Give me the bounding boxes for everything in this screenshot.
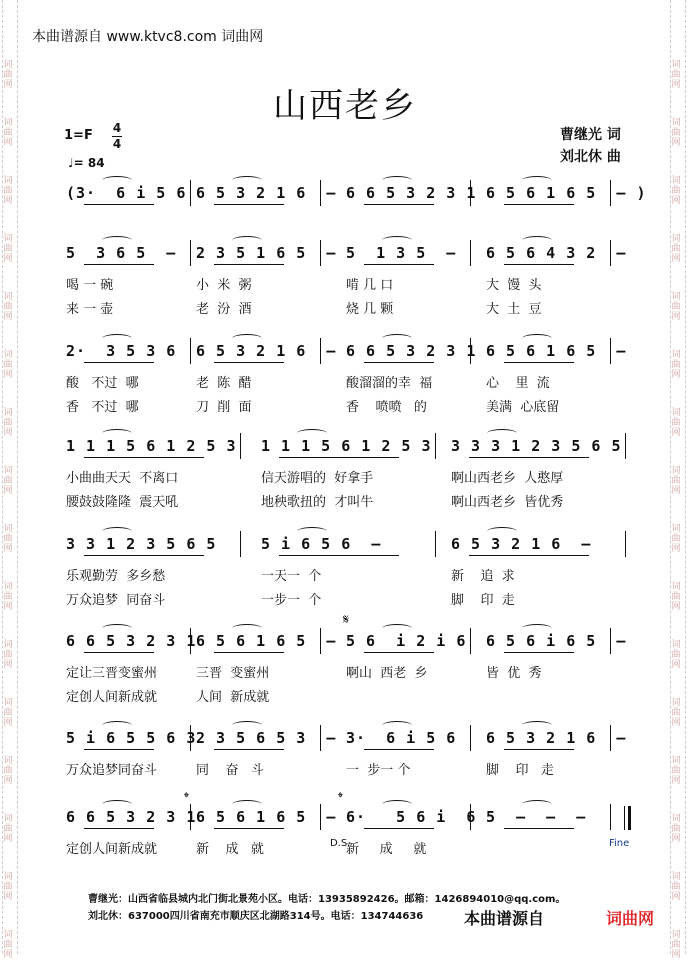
ds-marking: D.S. xyxy=(330,838,351,849)
lyric-line: 万众追梦 同奋斗 xyxy=(66,593,166,608)
measure-notes: 5 1 3 5 – xyxy=(346,244,457,262)
slur-arc xyxy=(382,721,412,730)
bar-line xyxy=(610,338,611,364)
beam-line xyxy=(504,828,574,829)
lyric-line: 人间 新成就 xyxy=(196,690,270,705)
watermark-right: 词曲网 xyxy=(671,524,681,554)
lyric-line: 心 里 流 xyxy=(486,376,550,391)
measure-notes: 6 5 6 1 6 5 – xyxy=(196,632,337,650)
lyric-line: 大 馒 头 xyxy=(486,278,542,293)
beam-line xyxy=(504,652,574,653)
bar-line xyxy=(320,240,321,266)
lyric-line: 乐观勤劳 多乡愁 xyxy=(66,569,166,584)
slur-arc xyxy=(102,527,132,536)
measure-notes: 5 i 6 5 6 – xyxy=(261,535,382,553)
beam-line xyxy=(214,264,284,265)
time-signature: 4 4 xyxy=(112,121,122,151)
beam-line xyxy=(469,555,589,556)
beam-line xyxy=(364,749,434,750)
beam-line xyxy=(279,457,399,458)
bar-line xyxy=(470,180,471,206)
measure-notes: 5 – – – xyxy=(486,808,587,826)
beam-line xyxy=(504,749,574,750)
lyric-line: 酸溜溜的幸 福 xyxy=(346,376,433,391)
measure-notes: 6 5 3 2 1 6 – xyxy=(196,184,337,202)
beam-line xyxy=(214,828,284,829)
bar-line xyxy=(470,240,471,266)
slur-arc xyxy=(102,236,132,245)
watermark-left: 词曲网 xyxy=(3,582,13,612)
beam-line xyxy=(84,749,154,750)
bar-line xyxy=(610,725,611,751)
lyric-line: 刀 削 面 xyxy=(196,400,252,415)
watermark-left: 词曲网 xyxy=(3,756,13,786)
slur-arc xyxy=(232,176,262,185)
slur-arc xyxy=(232,334,262,343)
watermark-left: 词曲网 xyxy=(3,466,13,496)
lyric-line: 小曲曲天天 不离口 xyxy=(66,471,179,486)
slur-arc xyxy=(232,624,262,633)
beam-line xyxy=(364,264,434,265)
segno-sign: 𝄋 xyxy=(343,612,350,628)
lyric-line: 新 追 求 xyxy=(451,569,515,584)
slur-arc xyxy=(382,176,412,185)
bar-line xyxy=(190,240,191,266)
measure-notes: 2· 3 5 3 6 xyxy=(66,342,177,360)
watermark-right: 词曲网 xyxy=(671,234,681,264)
beam-line xyxy=(364,362,434,363)
measure-notes: 2 3 5 6 5 3 – xyxy=(196,729,337,747)
lyric-line: 定创人间新成就 xyxy=(66,842,158,857)
slur-arc xyxy=(522,334,552,343)
lyric-line: 老 陈 醋 xyxy=(196,376,252,391)
composer-credit: 刘北休 曲 xyxy=(560,149,621,165)
measure-notes: 6 5 6 1 6 5 – ) xyxy=(486,184,647,202)
bar-line xyxy=(470,725,471,751)
slur-arc xyxy=(487,429,517,438)
coda-sign-second: 𝄌 xyxy=(338,790,343,806)
slur-arc xyxy=(522,721,552,730)
measure-notes: 2 3 5 1 6 5 – xyxy=(196,244,337,262)
bar-line xyxy=(320,180,321,206)
bar-line xyxy=(470,628,471,654)
measure-notes: 6 5 6 1 6 5 – xyxy=(196,808,337,826)
watermark-right: 词曲网 xyxy=(671,872,681,902)
lyric-line: 同 奋 斗 xyxy=(196,763,264,778)
slur-arc xyxy=(487,527,517,536)
final-bar-line xyxy=(624,806,631,830)
slur-arc xyxy=(102,721,132,730)
slur-arc xyxy=(522,624,552,633)
lyric-line: 脚 印 走 xyxy=(486,763,554,778)
measure-notes: 6 5 6 1 6 5 – xyxy=(486,342,627,360)
slur-arc xyxy=(382,624,412,633)
measure-notes: 5 3 6 5 – xyxy=(66,244,177,262)
lyric-line: 腰鼓鼓隆隆 震天吼 xyxy=(66,495,179,510)
slur-arc xyxy=(297,429,327,438)
bar-line xyxy=(190,180,191,206)
bar-line xyxy=(435,531,436,557)
bar-line xyxy=(470,804,471,830)
brand-text: 本曲谱源自 xyxy=(458,906,550,929)
slur-arc xyxy=(102,176,132,185)
bar-line xyxy=(190,338,191,364)
beam-line xyxy=(214,749,284,750)
watermark-right: 词曲网 xyxy=(671,698,681,728)
watermark-right: 词曲网 xyxy=(671,466,681,496)
watermark-left: 词曲网 xyxy=(3,930,13,960)
lyricist-credit: 曹继光 词 xyxy=(560,127,621,143)
lyric-line: 美满 心底留 xyxy=(486,400,560,415)
watermark-left: 词曲网 xyxy=(3,350,13,380)
slur-arc xyxy=(297,527,327,536)
bar-line xyxy=(610,628,611,654)
watermark-right: 词曲网 xyxy=(671,60,681,90)
watermark-left: 词曲网 xyxy=(3,234,13,264)
slur-arc xyxy=(232,800,262,809)
slur-arc xyxy=(522,236,552,245)
lyric-line: 烧 几 颗 xyxy=(346,302,394,317)
lyric-line: 来 一 壶 xyxy=(66,302,114,317)
beam-line xyxy=(84,555,204,556)
lyric-line: 新 成 就 xyxy=(196,842,264,857)
lyric-line: 啊山西老乡 皆优秀 xyxy=(451,495,564,510)
lyric-line: 啊山西老乡 人憨厚 xyxy=(451,471,564,486)
lyric-line: 万众追梦同奋斗 xyxy=(66,763,158,778)
bar-line xyxy=(320,725,321,751)
lyric-line: 一步一 个 xyxy=(261,593,322,608)
watermark-right: 词曲网 xyxy=(671,176,681,206)
measure-notes: 6 6 5 3 2 3 1 xyxy=(346,342,477,360)
beam-line xyxy=(364,828,434,829)
watermark-left: 词曲网 xyxy=(3,524,13,554)
watermark-left: 词曲网 xyxy=(3,118,13,148)
watermark-left: 词曲网 xyxy=(3,872,13,902)
key-signature: 1=F xyxy=(64,128,93,143)
lyric-line: 一 步一 个 xyxy=(346,763,411,778)
beam-line xyxy=(279,555,399,556)
measure-notes: 6 5 6 i 6 5 – xyxy=(486,632,627,650)
beam-line xyxy=(364,652,434,653)
lyric-line: 定创人间新成就 xyxy=(66,690,158,705)
beam-line xyxy=(469,457,589,458)
slur-arc xyxy=(382,334,412,343)
lyric-line: 喝 一 碗 xyxy=(66,278,114,293)
slur-arc xyxy=(382,236,412,245)
watermark-left: 词曲网 xyxy=(3,176,13,206)
watermark-right: 词曲网 xyxy=(671,118,681,148)
watermark-right: 词曲网 xyxy=(671,582,681,612)
slur-arc xyxy=(102,429,132,438)
measure-notes: 6 6 5 3 2 3 1 xyxy=(66,808,197,826)
beam-line xyxy=(214,652,284,653)
slur-arc xyxy=(382,800,412,809)
lyric-line: 小 米 粥 xyxy=(196,278,252,293)
bar-line xyxy=(435,433,436,459)
measure-notes: 1 1 1 5 6 1 2 5 3 xyxy=(66,437,237,455)
measure-notes: 5 i 6 5 5 6 3 xyxy=(66,729,197,747)
bar-line xyxy=(610,804,611,830)
watermark-left: 词曲网 xyxy=(3,640,13,670)
beam-line xyxy=(504,264,574,265)
measure-notes: (3· 6 i 5 6 xyxy=(66,184,187,202)
lyric-line: 啃 几 口 xyxy=(346,278,394,293)
bar-line xyxy=(190,725,191,751)
lyric-line: 老 汾 酒 xyxy=(196,302,252,317)
slur-arc xyxy=(102,800,132,809)
beam-line xyxy=(84,264,154,265)
measure-notes: 6 5 3 2 1 6 – xyxy=(196,342,337,360)
bar-line xyxy=(320,338,321,364)
watermark-right: 词曲网 xyxy=(671,756,681,786)
lyric-line: 香 喷喷 的 xyxy=(346,400,427,415)
beam-line xyxy=(84,652,154,653)
slur-arc xyxy=(232,236,262,245)
bar-line xyxy=(625,433,626,459)
lyric-line: 地秧歌扭的 才叫牛 xyxy=(261,495,374,510)
watermark-left: 词曲网 xyxy=(3,292,13,322)
lyric-line: 啊山 西老 乡 xyxy=(346,666,428,681)
lyric-line: 皆 优 秀 xyxy=(486,666,542,681)
slur-arc xyxy=(102,334,132,343)
slur-arc xyxy=(522,800,552,809)
bar-line xyxy=(470,338,471,364)
bar-line xyxy=(625,531,626,557)
watermark-left: 词曲网 xyxy=(3,698,13,728)
watermark-right: 词曲网 xyxy=(671,930,681,960)
beam-line xyxy=(84,204,154,205)
measure-notes: 3 3 3 1 2 3 5 6 5 xyxy=(451,437,622,455)
lyric-line: 三晋 变蜜州 xyxy=(196,666,270,681)
bar-line xyxy=(610,240,611,266)
bar-line xyxy=(240,531,241,557)
watermark-right: 词曲网 xyxy=(671,292,681,322)
song-title: 山西老乡 xyxy=(273,86,417,126)
watermark-left: 词曲网 xyxy=(3,814,13,844)
lyric-line: 大 土 豆 xyxy=(486,302,542,317)
watermark-left: 词曲网 xyxy=(3,408,13,438)
lyric-line: 一天一 个 xyxy=(261,569,322,584)
lyric-line: 信天游唱的 好拿手 xyxy=(261,471,374,486)
bar-line xyxy=(190,628,191,654)
fine-marking: Fine xyxy=(609,838,630,849)
footer-contact-lyricist: 曹继光：山西省临县城内北门街北景苑小区。电话：13935892426。邮箱：1426894010@qq.com。 xyxy=(88,894,566,905)
slur-arc xyxy=(232,721,262,730)
bar-line xyxy=(320,804,321,830)
lyric-line: 定让三晋变蜜州 xyxy=(66,666,158,681)
measure-notes: 6 5 6 4 3 2 – xyxy=(486,244,627,262)
measure-notes: 6· 5 6 i 6 xyxy=(346,808,477,826)
measure-notes: 3· 6 i 5 6 xyxy=(346,729,457,747)
bar-line xyxy=(240,433,241,459)
beam-line xyxy=(504,362,574,363)
beam-line xyxy=(84,457,204,458)
beam-line xyxy=(84,362,154,363)
footer-contact-composer: 刘北休：637000四川省南充市顺庆区北湖路314号。电话：134744636 xyxy=(88,911,424,922)
slur-arc xyxy=(522,176,552,185)
beam-line xyxy=(504,204,574,205)
beam-line xyxy=(364,204,434,205)
measure-notes: 1 1 1 5 6 1 2 5 3 xyxy=(261,437,432,455)
measure-notes: 6 5 3 2 1 6 – xyxy=(486,729,627,747)
bar-line xyxy=(610,180,611,206)
watermark-right: 词曲网 xyxy=(671,408,681,438)
measure-notes: 3 3 1 2 3 5 6 5 xyxy=(66,535,217,553)
measure-notes: 6 5 3 2 1 6 – xyxy=(451,535,592,553)
measure-notes: 6 6 5 3 2 3 1 xyxy=(346,184,477,202)
watermark-right: 词曲网 xyxy=(671,350,681,380)
beam-line xyxy=(84,828,154,829)
coda-sign: 𝄌 xyxy=(184,790,189,806)
lyric-line: 脚 印 走 xyxy=(451,593,515,608)
bar-line xyxy=(190,804,191,830)
lyric-line: 新 成 就 xyxy=(346,842,427,857)
lyric-line: 香 不过 哪 xyxy=(66,400,139,415)
measure-notes: 6 6 5 3 2 3 1 xyxy=(66,632,197,650)
tempo-marking: ♩= 84 xyxy=(68,156,105,170)
watermark-right: 词曲网 xyxy=(671,640,681,670)
beam-line xyxy=(214,204,284,205)
bar-line xyxy=(320,628,321,654)
watermark-left: 词曲网 xyxy=(3,60,13,90)
slur-arc xyxy=(102,624,132,633)
beam-line xyxy=(214,362,284,363)
measure-notes: 5 6 i 2 i 6 xyxy=(346,632,467,650)
watermark-right: 词曲网 xyxy=(671,814,681,844)
site-header: 本曲谱源自 www.ktvc8.com 词曲网 xyxy=(32,29,264,45)
lyric-line: 酸 不过 哪 xyxy=(66,376,139,391)
brand-logo-text: 词曲网 xyxy=(604,906,656,929)
